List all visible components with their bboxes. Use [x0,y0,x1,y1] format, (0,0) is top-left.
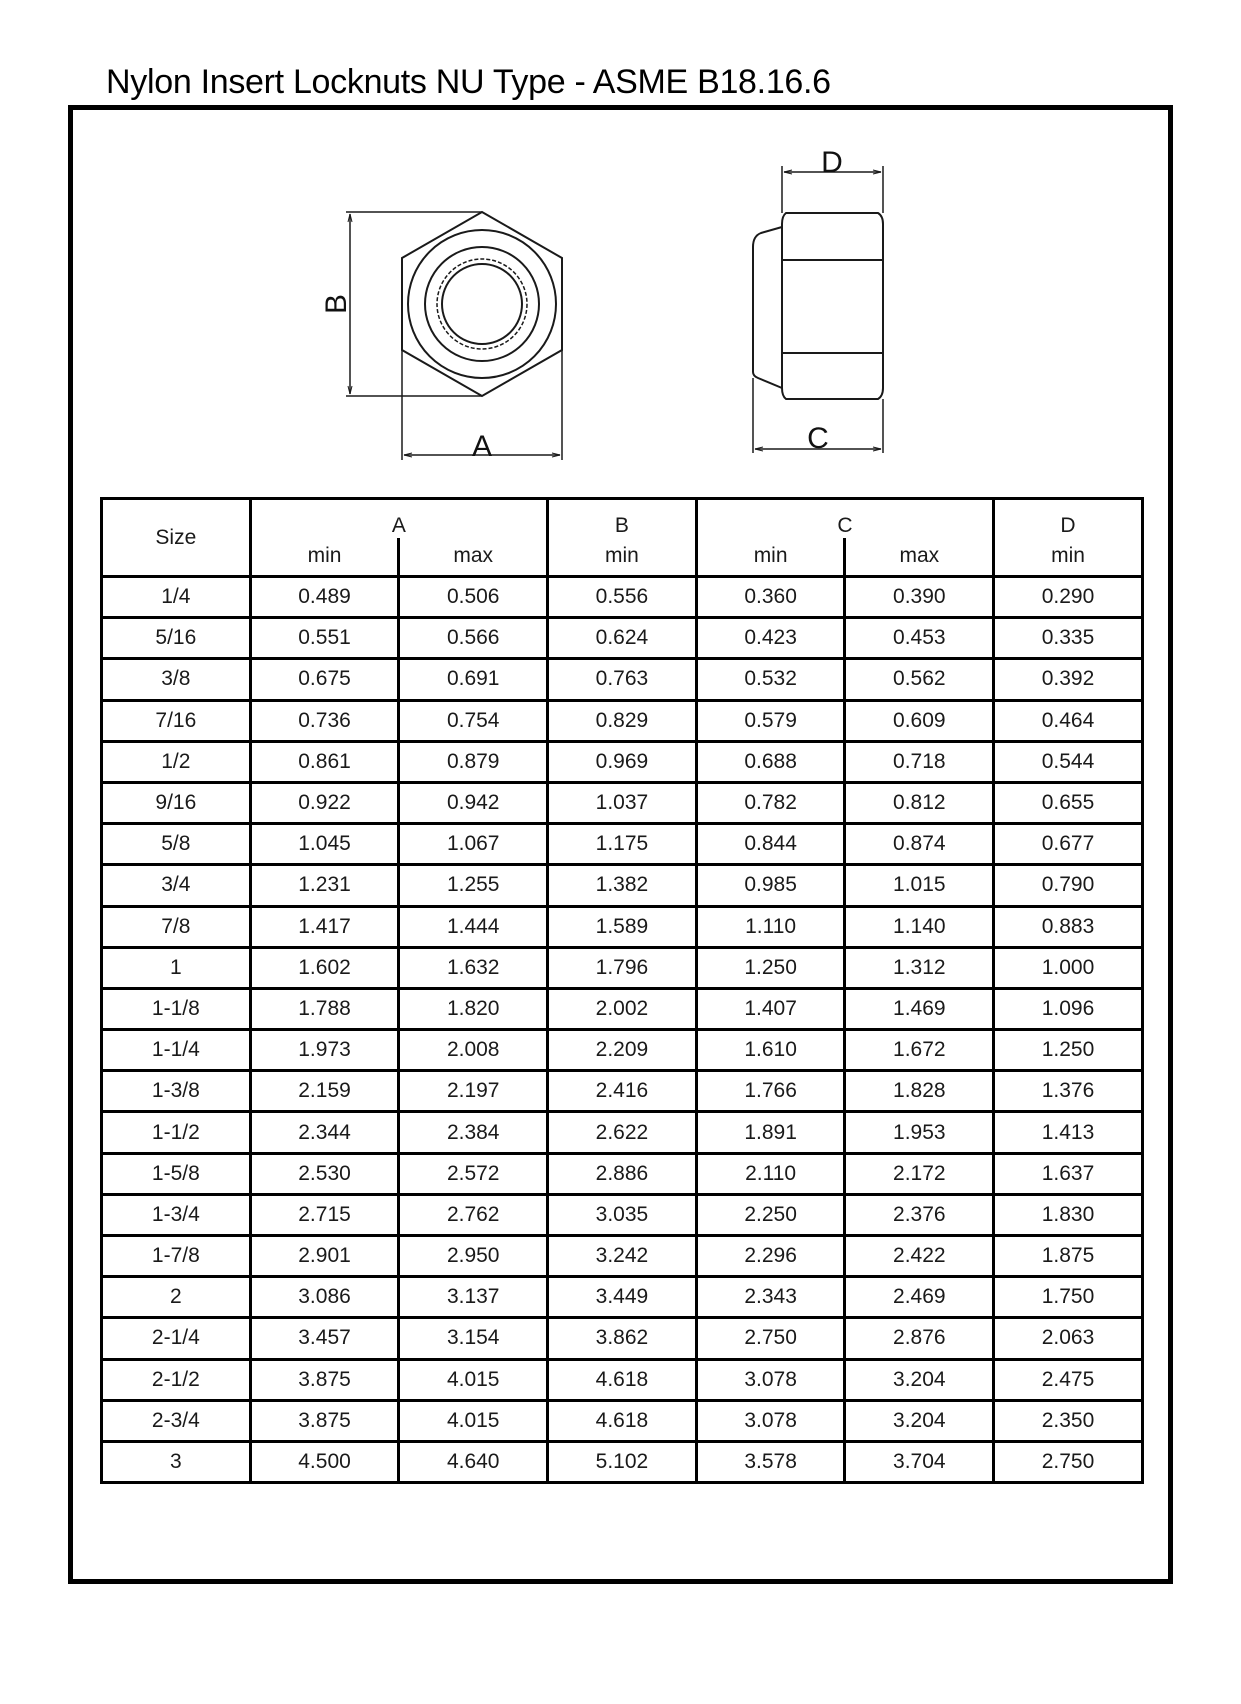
cell-d-min: 1.750 [994,1277,1143,1318]
cell-c-min: 1.407 [696,988,845,1029]
cell-c-max: 2.422 [845,1236,994,1277]
header-group-d: D [994,499,1143,538]
cell-size: 2-3/4 [102,1400,251,1441]
cell-c-max: 3.204 [845,1359,994,1400]
cell-a-max: 2.008 [399,1030,548,1071]
cell-c-min: 0.782 [696,782,845,823]
cell-a-min: 2.715 [250,1194,399,1235]
cell-c-min: 1.250 [696,947,845,988]
cell-a-min: 1.045 [250,824,399,865]
table-row [102,1153,1143,1194]
cell-a-max: 1.444 [399,906,548,947]
cell-b-min: 2.416 [548,1071,697,1112]
dimensions-table [100,497,1144,1484]
cell-c-max: 0.453 [845,618,994,659]
cell-size: 1-5/8 [102,1153,251,1194]
dimension-label-b: B [320,293,353,315]
table-row [102,741,1143,782]
dimension-label-c: C [807,422,829,455]
nylon-cap-outline [753,227,782,388]
cell-d-min: 0.290 [994,577,1143,618]
table-row [102,1194,1143,1235]
header-group-c: C [696,499,993,538]
cell-a-min: 3.875 [250,1400,399,1441]
cell-a-max: 3.137 [399,1277,548,1318]
cell-a-min: 3.086 [250,1277,399,1318]
cell-a-max: 2.950 [399,1236,548,1277]
cell-size: 1-1/2 [102,1112,251,1153]
cell-b-min: 3.449 [548,1277,697,1318]
cell-b-min: 4.618 [548,1359,697,1400]
page-title: Nylon Insert Locknuts NU Type - ASME B18.16.6 [106,63,831,101]
table-row [102,988,1143,1029]
cell-size: 1-7/8 [102,1236,251,1277]
cell-size: 3/4 [102,865,251,906]
cell-c-max: 0.874 [845,824,994,865]
cell-a-max: 2.572 [399,1153,548,1194]
cell-b-min: 1.796 [548,947,697,988]
table-row [102,700,1143,741]
cell-b-min: 5.102 [548,1441,697,1482]
cell-c-min: 0.360 [696,577,845,618]
table-row [102,659,1143,700]
cell-c-min: 1.891 [696,1112,845,1153]
front-view [346,212,562,460]
header-d-min: min [994,538,1143,577]
cell-d-min: 0.655 [994,782,1143,823]
cell-d-min: 1.096 [994,988,1143,1029]
cell-b-min: 3.035 [548,1194,697,1235]
cell-c-min: 0.844 [696,824,845,865]
cell-a-max: 1.820 [399,988,548,1029]
cell-c-min: 1.110 [696,906,845,947]
cell-c-max: 0.718 [845,741,994,782]
cell-size: 5/16 [102,618,251,659]
cell-a-max: 2.197 [399,1071,548,1112]
cell-a-min: 1.231 [250,865,399,906]
cell-size: 2-1/4 [102,1318,251,1359]
table-row [102,1441,1143,1482]
cell-d-min: 1.637 [994,1153,1143,1194]
header-c-min: min [696,538,845,577]
cell-size: 2-1/2 [102,1359,251,1400]
cell-b-min: 1.037 [548,782,697,823]
cell-a-min: 1.417 [250,906,399,947]
cell-c-max: 2.876 [845,1318,994,1359]
cell-c-max: 1.828 [845,1071,994,1112]
cell-size: 3 [102,1441,251,1482]
cell-a-max: 1.632 [399,947,548,988]
cell-a-max: 0.942 [399,782,548,823]
cell-a-max: 1.067 [399,824,548,865]
bore-circle [442,264,522,344]
header-group-b: B [548,499,697,538]
cell-b-min: 0.829 [548,700,697,741]
cell-b-min: 1.175 [548,824,697,865]
cell-size: 1 [102,947,251,988]
cell-c-max: 0.562 [845,659,994,700]
cell-a-max: 0.566 [399,618,548,659]
cell-a-min: 1.973 [250,1030,399,1071]
cell-c-max: 1.015 [845,865,994,906]
cell-b-min: 0.763 [548,659,697,700]
cell-b-min: 1.382 [548,865,697,906]
cell-a-min: 0.551 [250,618,399,659]
cell-d-min: 2.750 [994,1441,1143,1482]
cell-size: 1/2 [102,741,251,782]
header-a-max: max [399,538,548,577]
cell-c-min: 0.423 [696,618,845,659]
cell-c-min: 1.610 [696,1030,845,1071]
side-view [753,166,883,453]
table-row [102,577,1143,618]
cell-a-min: 4.500 [250,1441,399,1482]
cell-c-min: 3.078 [696,1400,845,1441]
cell-a-min: 2.901 [250,1236,399,1277]
cell-a-min: 1.602 [250,947,399,988]
cell-a-min: 2.344 [250,1112,399,1153]
cell-d-min: 2.350 [994,1400,1143,1441]
cell-c-max: 0.609 [845,700,994,741]
cell-d-min: 1.000 [994,947,1143,988]
cell-a-max: 0.506 [399,577,548,618]
cell-a-max: 4.640 [399,1441,548,1482]
cell-b-min: 0.624 [548,618,697,659]
cell-c-max: 2.469 [845,1277,994,1318]
cell-d-min: 0.464 [994,700,1143,741]
cell-c-max: 1.953 [845,1112,994,1153]
cell-a-min: 3.875 [250,1359,399,1400]
table-row [102,824,1143,865]
cell-c-min: 3.078 [696,1359,845,1400]
cell-d-min: 0.335 [994,618,1143,659]
cell-c-min: 2.250 [696,1194,845,1235]
cell-a-min: 3.457 [250,1318,399,1359]
cell-a-min: 0.736 [250,700,399,741]
cell-d-min: 0.790 [994,865,1143,906]
table-row [102,906,1143,947]
cell-b-min: 0.556 [548,577,697,618]
cell-c-max: 0.390 [845,577,994,618]
cell-c-max: 2.376 [845,1194,994,1235]
cell-c-min: 1.766 [696,1071,845,1112]
header-b-min: min [548,538,697,577]
cell-b-min: 2.209 [548,1030,697,1071]
cell-c-min: 2.296 [696,1236,845,1277]
cell-c-min: 0.532 [696,659,845,700]
table-row [102,1071,1143,1112]
locknut-drawing [0,0,1241,480]
cell-a-max: 2.384 [399,1112,548,1153]
cell-c-max: 3.204 [845,1400,994,1441]
cell-c-max: 2.172 [845,1153,994,1194]
cell-d-min: 0.544 [994,741,1143,782]
cell-d-min: 1.830 [994,1194,1143,1235]
dimension-label-d: D [821,146,843,179]
cell-a-min: 0.489 [250,577,399,618]
table-row [102,1318,1143,1359]
cell-b-min: 4.618 [548,1400,697,1441]
cell-a-max: 0.691 [399,659,548,700]
cell-d-min: 1.376 [994,1071,1143,1112]
cell-a-max: 4.015 [399,1359,548,1400]
header-sub-row [102,538,1143,577]
cell-size: 3/8 [102,659,251,700]
cell-a-min: 0.922 [250,782,399,823]
cell-c-max: 1.140 [845,906,994,947]
header-group-row [102,499,1143,538]
cell-b-min: 0.969 [548,741,697,782]
washer-face-circle [408,230,556,378]
cell-a-max: 0.879 [399,741,548,782]
table-row [102,1359,1143,1400]
dimension-label-a: A [471,430,493,463]
table-row [102,865,1143,906]
cell-d-min: 1.250 [994,1030,1143,1071]
cell-size: 1-1/4 [102,1030,251,1071]
cell-d-min: 2.475 [994,1359,1143,1400]
cell-a-min: 2.159 [250,1071,399,1112]
thread-circle [437,259,527,349]
table-row [102,618,1143,659]
cell-size: 1-3/8 [102,1071,251,1112]
cell-a-min: 0.861 [250,741,399,782]
cell-b-min: 1.589 [548,906,697,947]
table-row [102,1400,1143,1441]
cell-a-min: 2.530 [250,1153,399,1194]
table-row [102,782,1143,823]
table-row [102,1277,1143,1318]
cell-c-min: 2.110 [696,1153,845,1194]
cell-a-max: 4.015 [399,1400,548,1441]
cell-d-min: 1.413 [994,1112,1143,1153]
cell-size: 1/4 [102,577,251,618]
cell-b-min: 2.622 [548,1112,697,1153]
cell-d-min: 2.063 [994,1318,1143,1359]
header-group-a: A [250,499,547,538]
cell-c-max: 0.812 [845,782,994,823]
cell-c-min: 3.578 [696,1441,845,1482]
cell-d-min: 1.875 [994,1236,1143,1277]
cell-size: 2 [102,1277,251,1318]
cell-size: 1-1/8 [102,988,251,1029]
table-row [102,1236,1143,1277]
table-row [102,1112,1143,1153]
cell-size: 1-3/4 [102,1194,251,1235]
table-body [102,577,1143,1483]
cell-b-min: 2.002 [548,988,697,1029]
cell-size: 7/16 [102,700,251,741]
cell-c-min: 2.343 [696,1277,845,1318]
cell-c-min: 2.750 [696,1318,845,1359]
cell-c-max: 1.312 [845,947,994,988]
table-row [102,1030,1143,1071]
cell-d-min: 0.392 [994,659,1143,700]
hex-body-outline [782,213,883,399]
cell-a-max: 3.154 [399,1318,548,1359]
cell-d-min: 0.677 [994,824,1143,865]
cell-a-max: 1.255 [399,865,548,906]
cell-c-max: 1.469 [845,988,994,1029]
cell-a-min: 0.675 [250,659,399,700]
cell-c-max: 1.672 [845,1030,994,1071]
cell-size: 5/8 [102,824,251,865]
cell-c-min: 0.579 [696,700,845,741]
header-a-min: min [250,538,399,577]
cell-size: 7/8 [102,906,251,947]
cell-d-min: 0.883 [994,906,1143,947]
header-c-max: max [845,538,994,577]
cell-c-max: 3.704 [845,1441,994,1482]
header-size: Size [102,499,251,577]
table-row [102,947,1143,988]
cell-c-min: 0.985 [696,865,845,906]
cell-b-min: 3.862 [548,1318,697,1359]
cell-b-min: 2.886 [548,1153,697,1194]
cell-c-min: 0.688 [696,741,845,782]
cell-a-min: 1.788 [250,988,399,1029]
cell-size: 9/16 [102,782,251,823]
cell-a-max: 2.762 [399,1194,548,1235]
cell-a-max: 0.754 [399,700,548,741]
cell-b-min: 3.242 [548,1236,697,1277]
